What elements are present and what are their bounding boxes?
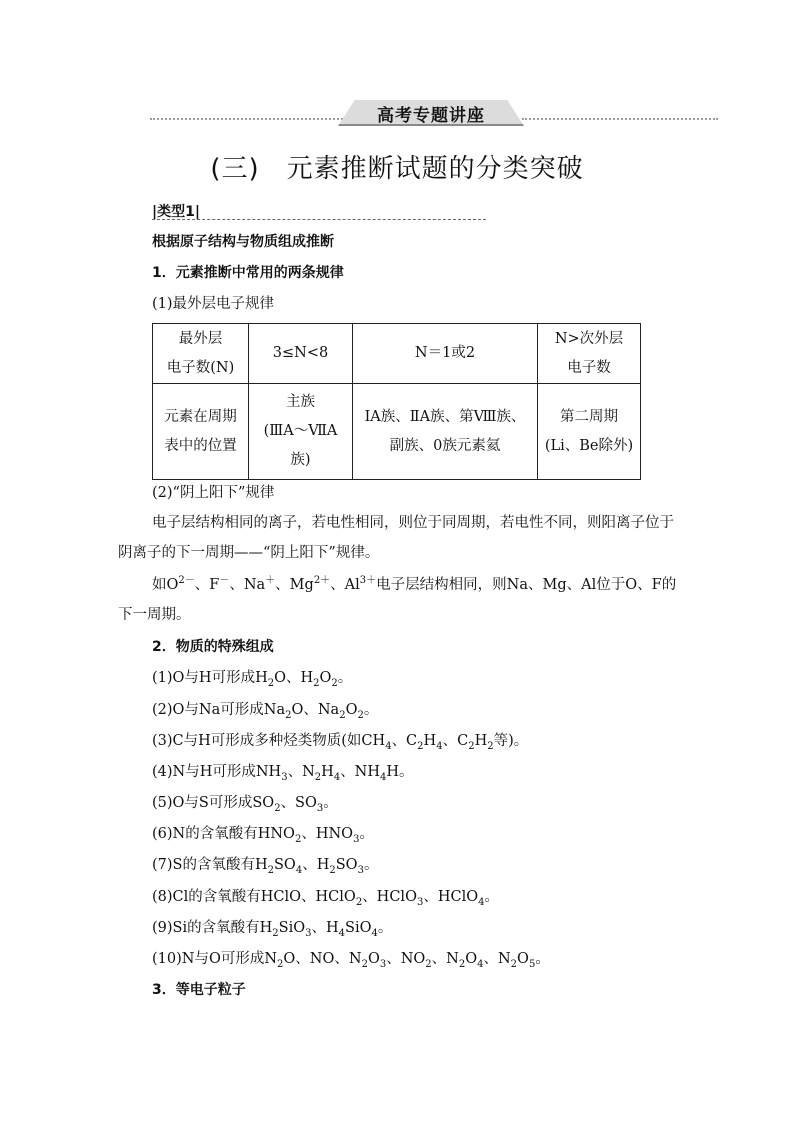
cell-line: 副族、0族元素氦 [389, 437, 501, 454]
list-item: (3)C与H可形成多种烃类物质(如$CH_4$、$C_2H_4$、$C_2H_2$等)。 [152, 733, 529, 752]
cell-line: 第二周期 [560, 408, 618, 425]
sec1-heading: 1．元素推断中常用的两条规律 [152, 265, 344, 281]
table-cell [153, 324, 249, 384]
type-label-text: 类型1 [157, 204, 195, 220]
table-cell [153, 384, 249, 480]
table-cell [353, 384, 538, 480]
sec1-sub1: (1)最外层电子规律 [152, 296, 275, 312]
type-label: |类型1| [152, 204, 200, 220]
header-banner-text: 高考专题讲座 [377, 106, 485, 126]
sec3-heading: 3．等电子粒子 [152, 982, 246, 998]
list-item: (9)Si的含氧酸有$H_2SiO_3$、$H_4SiO_4$。 [152, 920, 393, 939]
type-dashed-rule [152, 219, 486, 220]
section-heading: 根据原子结构与物质组成推断 [152, 234, 334, 250]
cell-line: 主族 [286, 394, 315, 410]
list-item: (10)N与O可形成$N_2O$、NO、$N_2O_3$、$NO_2$、$N_2O_4$、$N_2O_5$。 [152, 951, 550, 970]
cell-line: 电子数 [567, 359, 611, 376]
table-cell [538, 384, 641, 480]
cell-line: N>次外层 [554, 330, 624, 347]
sec1-sub2: (2)“阴上阳下”规律 [152, 485, 275, 501]
cell-line: ⅠA族、ⅡA族、第Ⅷ族、 [364, 408, 526, 425]
list-item: (5)O与S可形成$SO_2$、$SO_3$。 [152, 795, 338, 814]
table-cell [538, 324, 641, 384]
header-band [150, 100, 718, 126]
sec2-heading: 2．物质的特殊组成 [152, 639, 274, 655]
table-cell: N＝1或2 [353, 324, 538, 384]
page-title: (三) 元素推断试题的分类突破 [210, 154, 584, 184]
table-row [153, 324, 641, 384]
cell-line: 电子数(N) [166, 359, 235, 376]
cell-line: 表中的位置 [164, 437, 237, 454]
header-dotted-rule-right [522, 118, 718, 120]
cell-line: (Li、Be除外) [544, 437, 634, 454]
table-cell: 3≤N<8 [249, 324, 353, 384]
table-row [153, 384, 641, 480]
list-item: (2)O与Na可形成$Na_2O$、$Na_2O_2$。 [152, 702, 379, 721]
list-item: (7)S的含氧酸有$H_2SO_4$、$H_2SO_3$。 [152, 857, 379, 876]
list-item: (1)O与H可形成$H_2O$、$H_2O_2$。 [152, 670, 353, 689]
list-item: (6)N的含氧酸有$HNO_2$、$HNO_3$。 [152, 826, 374, 845]
cell-line: (ⅢA～ⅦA [263, 423, 338, 439]
header-dotted-rule-left [150, 118, 346, 120]
cell-line: 元素在周期 [164, 408, 237, 425]
paragraph-example: 如$O^{2-}$、F－、Na＋、$Mg^{2+}$、$Al^{3+}$电子层结构相同，则Na、Mg、Al位于O、F的下一周期。 [118, 575, 677, 623]
paragraph-rule: 电子层结构相同的离子，若电性相同，则位于同周期，若电性不同，则阳离子位于阴离子的下一周期——“阴上阳下”规律。 [118, 515, 674, 561]
list-item: (4)N与H可形成$NH_3$、$N_2H_4$、$NH_4H$。 [152, 764, 414, 783]
cell-line: 族) [290, 452, 311, 468]
outer-electron-rule-table [152, 323, 641, 480]
list-item: (8)Cl的含氧酸有HClO、HClO$_2$、HClO$_3$、HClO$_4$。 [152, 889, 499, 908]
cell-line: 最外层 [178, 330, 223, 347]
table-cell [249, 384, 353, 480]
